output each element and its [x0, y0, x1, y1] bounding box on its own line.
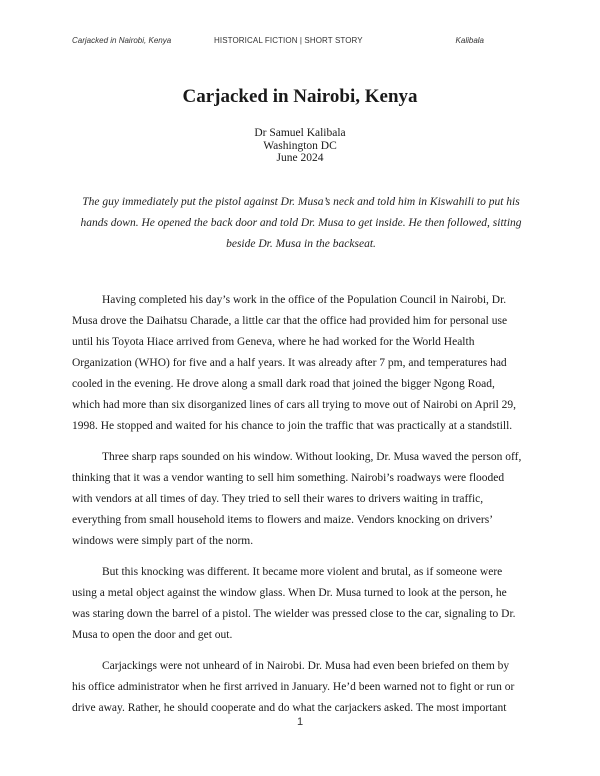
publication-date: June 2024: [276, 152, 324, 164]
paragraph: Carjackings were not unheard of in Nairobi. Dr. Musa had even been briefed on them by his office administrator when he first arrived in January. He’d been warned not to fight or run or drive away. Rather, he should cooperate and do what the carjackers asked. The most important: [72, 660, 515, 714]
header-author: Kalibala: [455, 36, 484, 45]
paragraph: Three sharp raps sounded on his window. Without looking, Dr. Musa waved the person off, thinking that it was a vendor wanting to sell him something. Nairobi’s roadways were flooded with vendors at all times of day. They tried to sell their wares to drivers waiting in traffic, everything from small household items to flowers and maize. Vendors knocking on drivers’ windows were simply part of the norm.: [72, 451, 522, 547]
author-name: Dr Samuel Kalibala: [254, 127, 346, 139]
author-location: Washington DC: [263, 139, 337, 152]
running-header: [72, 36, 528, 50]
story-title: Carjacked in Nairobi, Kenya: [182, 86, 418, 107]
paragraph: Having completed his day’s work in the office of the Population Council in Nairobi, Dr. Musa drove the Daihatsu Charade, a little car that the office had provided him for personal use until his Toyota Hiace arrived from Geneva, where he had worked for the World Health Organization (WHO) for five and a half years. It was already after 7 pm, and temperatures had cooled in the evening. He drove along a small dark road that joined the bigger Ngong Road, which had more than six disorganized lines of cars all trying to move out of Nairobi on April 29, 1998. He stopped and waited for his chance to join the traffic that was practically at a standstill.: [72, 294, 517, 432]
header-story-title: Carjacked in Nairobi, Kenya: [72, 36, 172, 45]
epigraph-quote: The guy immediately put the pistol against Dr. Musa’s neck and told him in Kiswahili to put his hands down. He opened the back door and told Dr. Musa to get inside. He then followed, sitting beside Dr. Musa in the backseat.: [80, 196, 522, 250]
paragraph: But this knocking was different. It became more violent and brutal, as if someone were using a metal object against the window glass. When Dr. Musa turned to look at the person, he was staring down the barrel of a pistol. The wielder was pressed close to the car, signaling to Dr. Musa to open the door and get out.: [72, 566, 516, 641]
header-category: HISTORICAL FICTION | SHORT STORY: [214, 36, 363, 45]
story-body: [72, 290, 522, 729]
page-number: 1: [296, 716, 304, 728]
byline: [0, 127, 600, 165]
